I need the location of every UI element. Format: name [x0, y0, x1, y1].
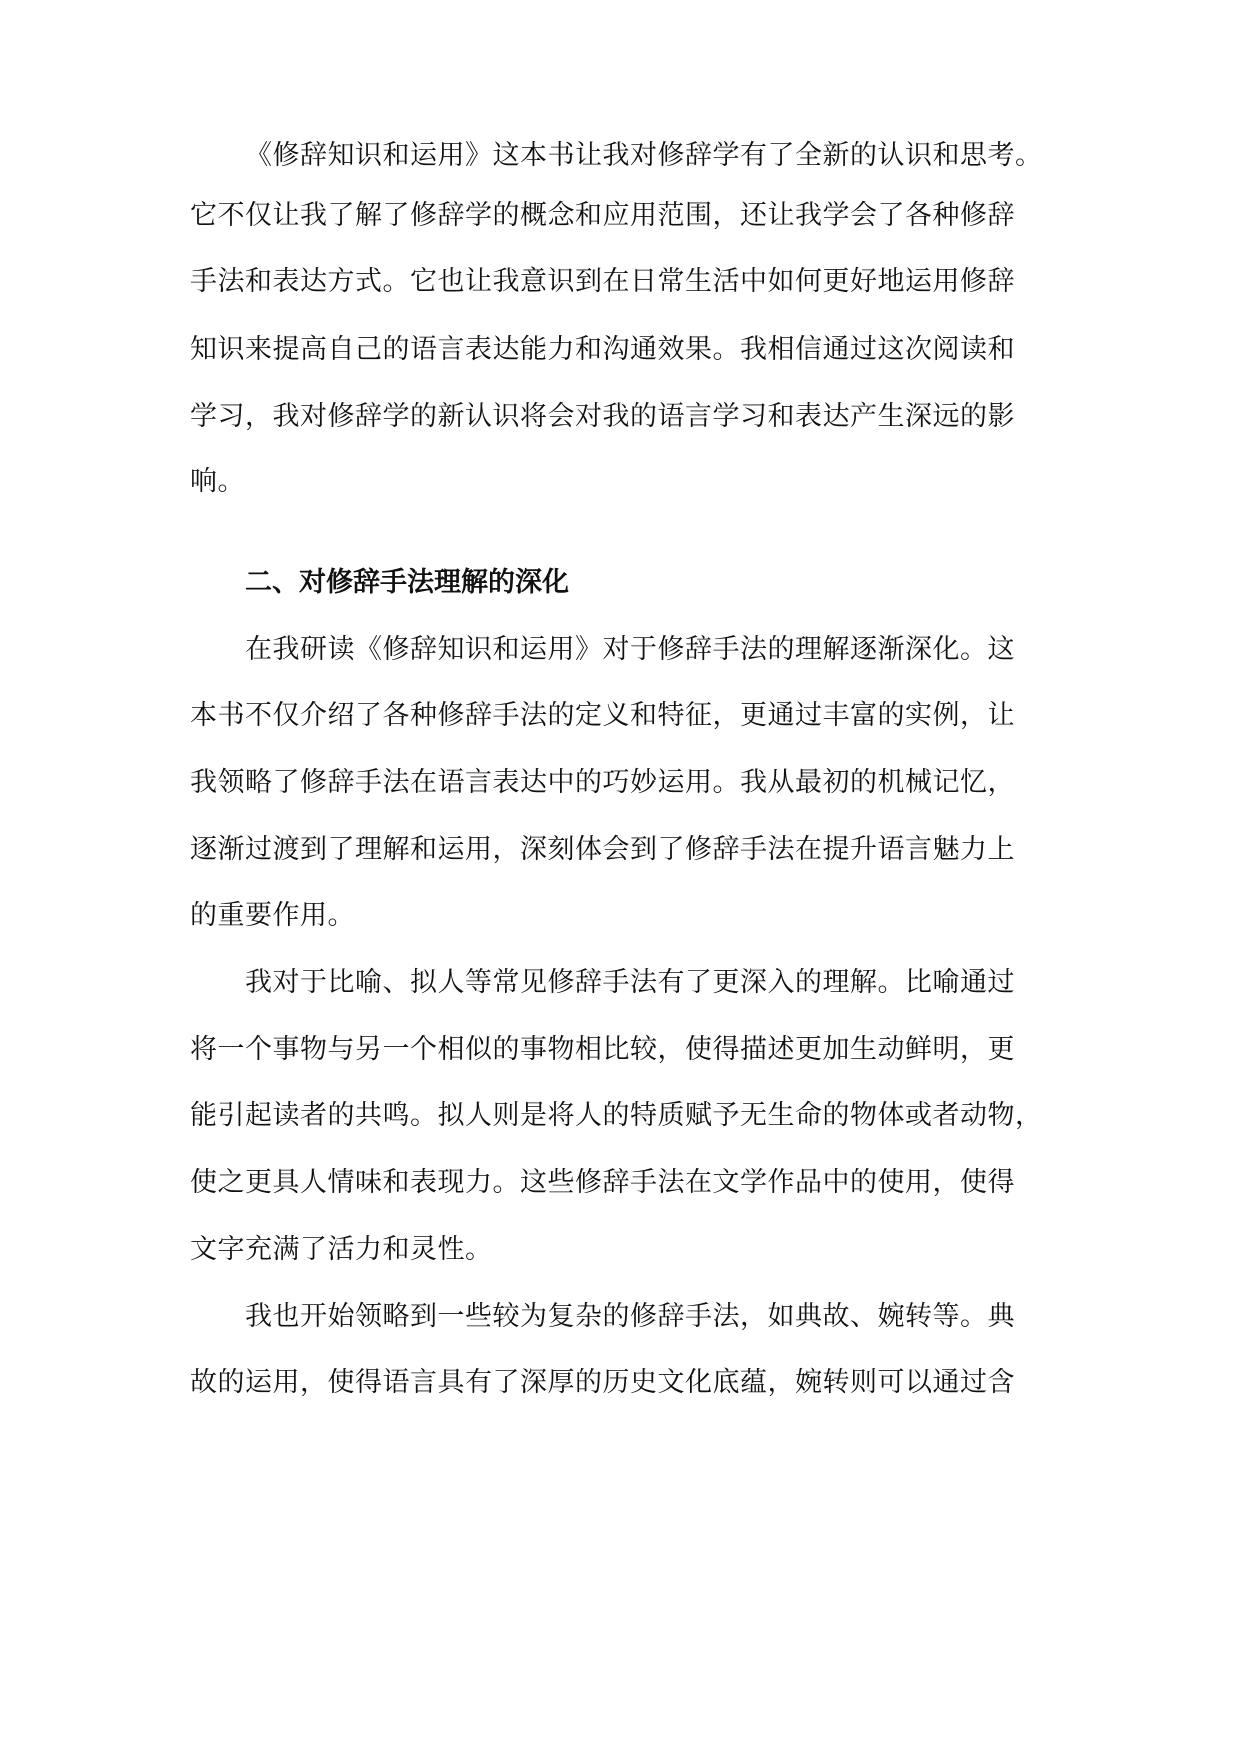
paragraph-1-line-3: 我领略了修辞手法在语言表达中的巧妙运用。我从最初的机械记忆，: [190, 767, 1015, 798]
paragraph-1-line-1: 在我研读《修辞知识和运用》对于修辞手法的理解逐渐深化。这: [245, 634, 1015, 665]
paragraph-1-line-4: 逐渐过渡到了理解和运用，深刻体会到了修辞手法在提升语言魅力上: [190, 834, 1015, 865]
intro-line-1: 《修辞知识和运用》这本书让我对修辞学有了全新的认识和思考。: [245, 140, 1043, 171]
paragraph-2-line-1: 我对于比喻、拟人等常见修辞手法有了更深入的理解。比喻通过: [245, 967, 1015, 998]
paragraph-2-line-2: 将一个事物与另一个相似的事物相比较，使得描述更加生动鲜明，更: [190, 1034, 1015, 1065]
paragraph-3-line-2: 故的运用，使得语言具有了深厚的历史文化底蕴，婉转则可以通过含: [190, 1367, 1015, 1398]
section-heading: 二、对修辞手法理解的深化: [245, 567, 569, 598]
paragraph-2-line-4: 使之更具人情味和表现力。这些修辞手法在文学作品中的使用，使得: [190, 1167, 1015, 1198]
intro-line-3: 手法和表达方式。它也让我意识到在日常生活中如何更好地运用修辞: [190, 266, 1015, 297]
intro-line-6: 响。: [190, 466, 245, 497]
paragraph-2-line-5: 文字充满了活力和灵性。: [190, 1234, 493, 1265]
paragraph-2-line-3: 能引起读者的共鸣。拟人则是将人的特质赋予无生命的物体或者动物，: [190, 1100, 1043, 1131]
intro-line-5: 学习，我对修辞学的新认识将会对我的语言学习和表达产生深远的影: [190, 401, 1015, 432]
paragraph-1-line-2: 本书不仅介绍了各种修辞手法的定义和特征，更通过丰富的实例，让: [190, 700, 1015, 731]
intro-line-4: 知识来提高自己的语言表达能力和沟通效果。我相信通过这次阅读和: [190, 334, 1015, 365]
intro-line-2: 它不仅让我了解了修辞学的概念和应用范围，还让我学会了各种修辞: [190, 200, 1015, 231]
paragraph-1-line-5: 的重要作用。: [190, 900, 355, 931]
paragraph-3-line-1: 我也开始领略到一些较为复杂的修辞手法，如典故、婉转等。典: [245, 1301, 1015, 1332]
